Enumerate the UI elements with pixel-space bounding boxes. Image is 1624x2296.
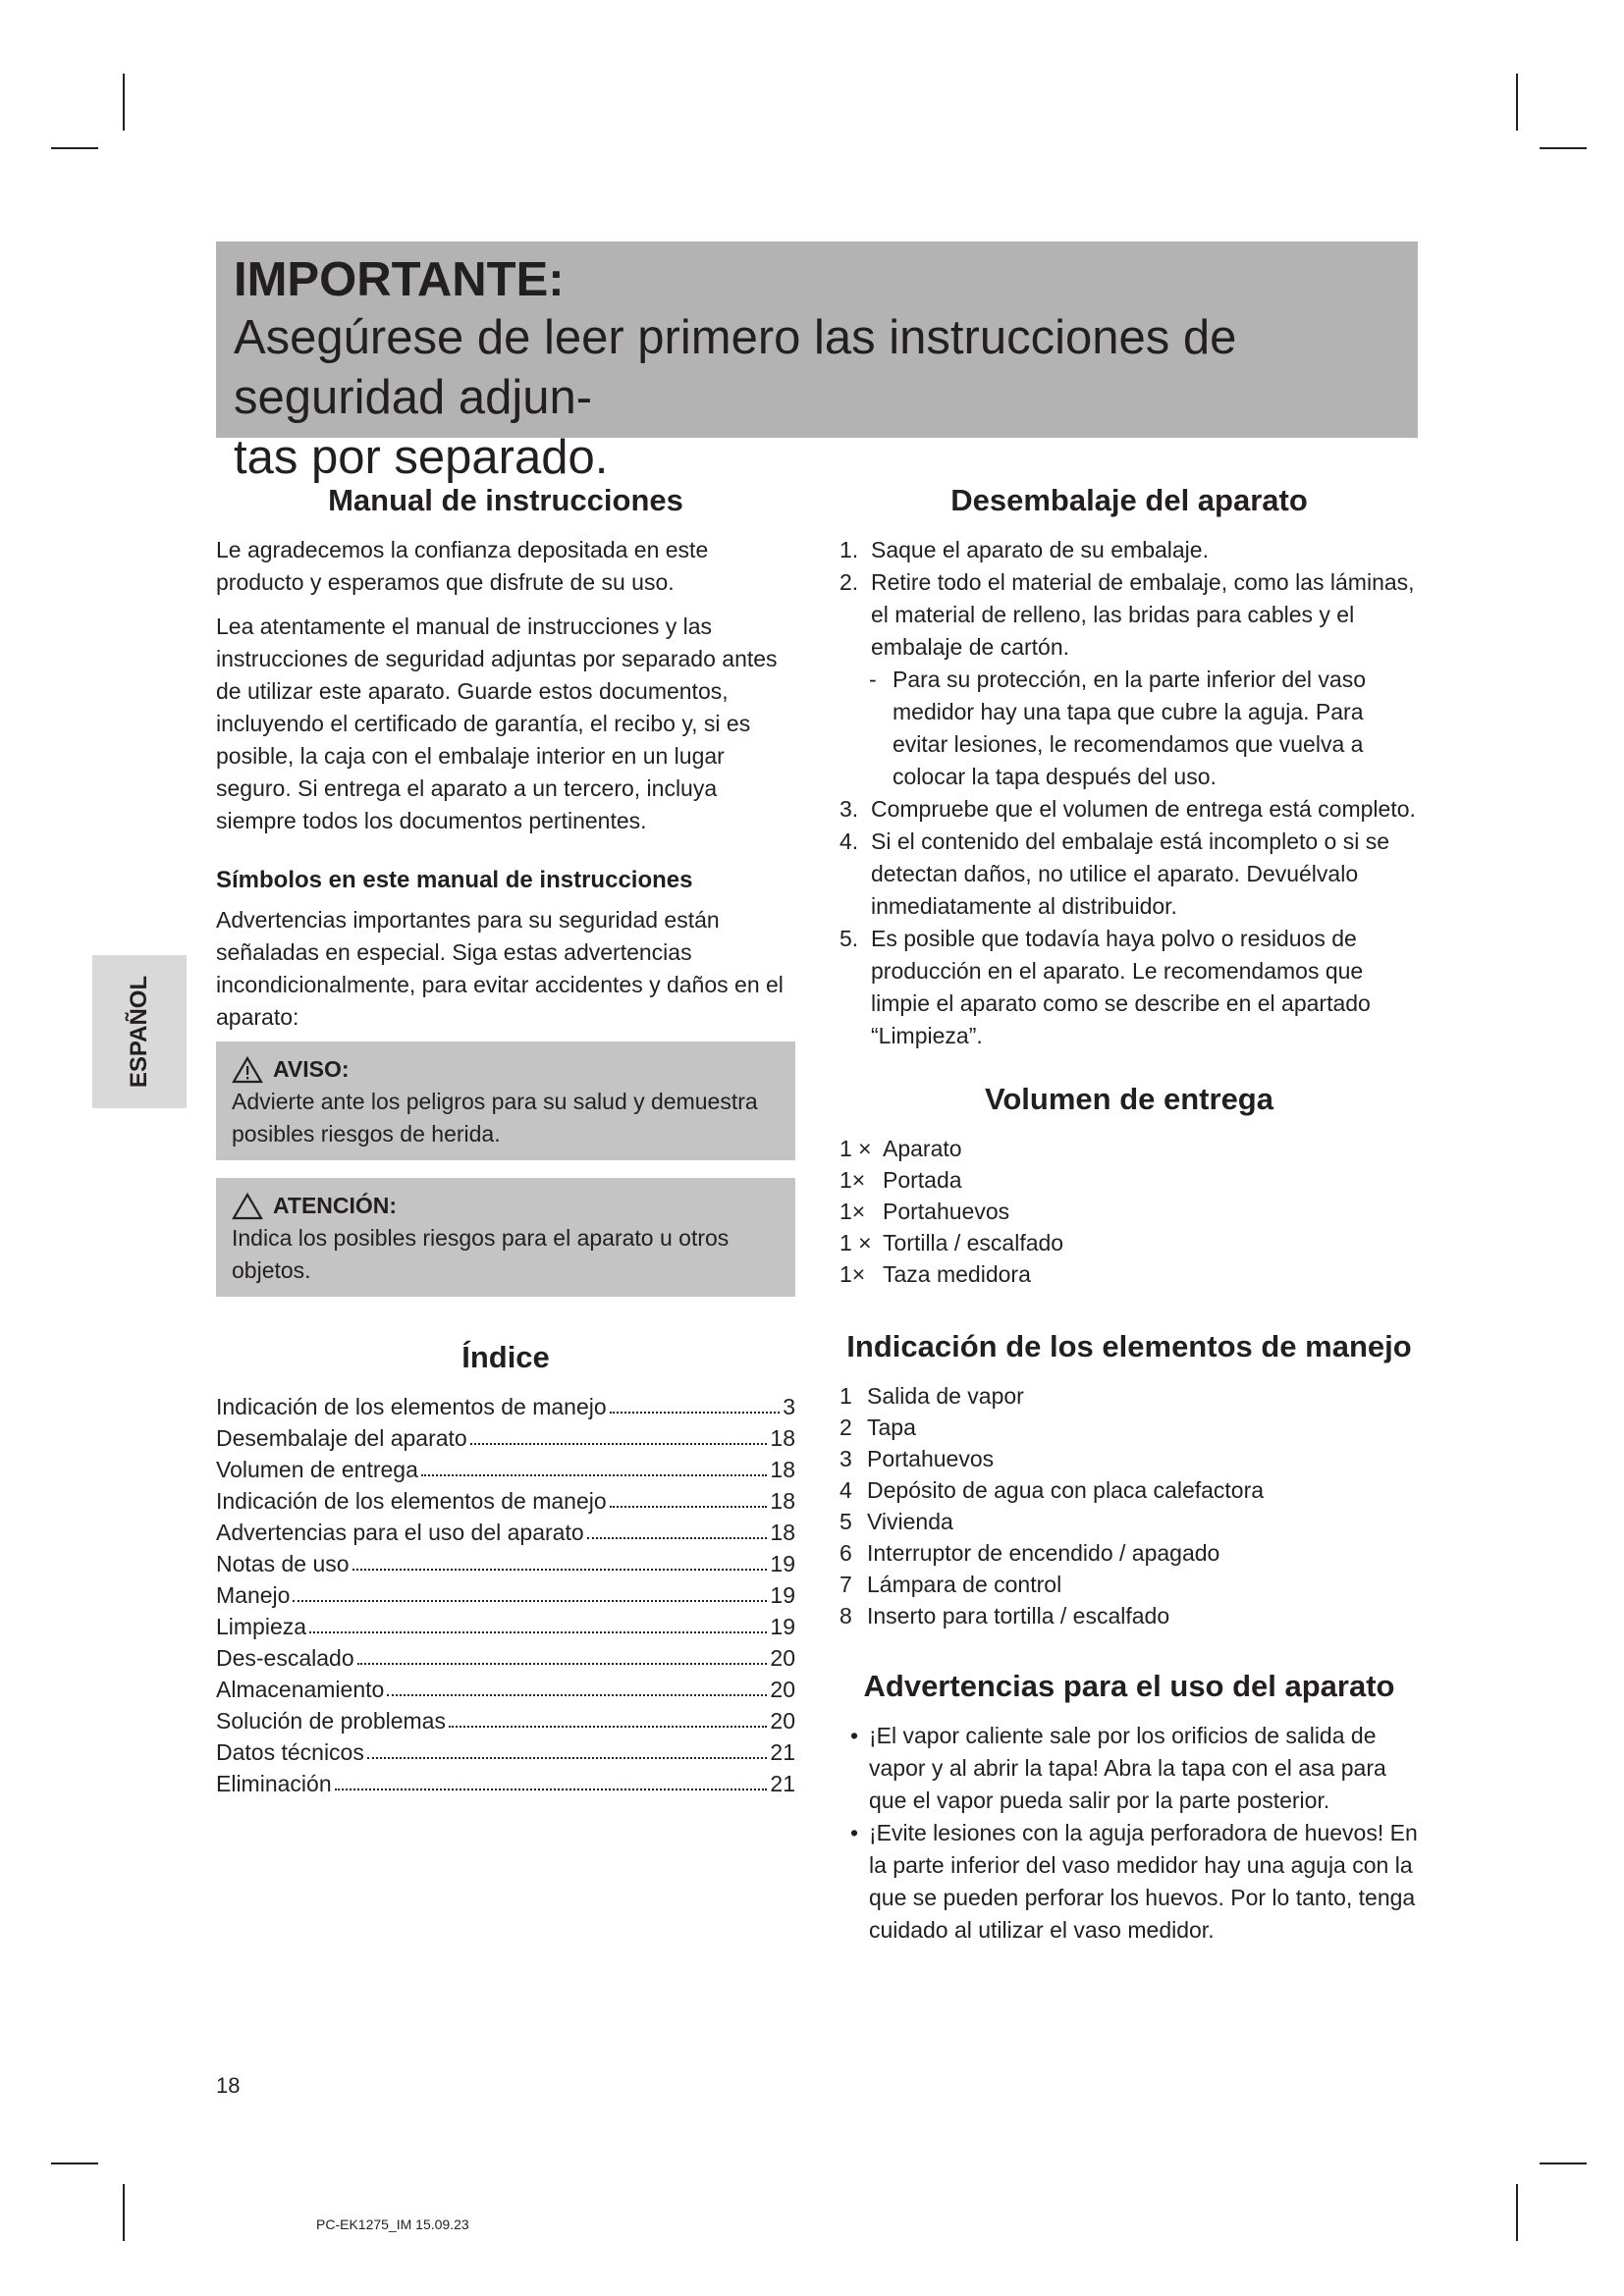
- index-row[interactable]: [216, 1642, 795, 1674]
- symbols-heading: Símbolos en este manual de instrucciones: [216, 867, 693, 893]
- index-row[interactable]: [216, 1548, 795, 1579]
- index-row[interactable]: [216, 1517, 795, 1548]
- delivery-heading: Volumen de entrega: [985, 1082, 1273, 1116]
- language-tab: [92, 955, 187, 1108]
- unpack-steps: [839, 534, 1419, 1052]
- control-item: 8 Inserto para tortilla / escalfado: [839, 1603, 1170, 1629]
- delivery-list: [839, 1133, 1419, 1290]
- index-label: Volumen de entrega: [216, 1457, 418, 1482]
- crop-mark: [1540, 147, 1587, 149]
- crop-mark: [51, 147, 98, 149]
- index-page: 19: [770, 1551, 795, 1576]
- index-row[interactable]: [216, 1611, 795, 1642]
- control-item: 6 Interruptor de encendido / apagado: [839, 1540, 1220, 1566]
- delivery-item: 1 × Tortilla / escalfado: [839, 1230, 1064, 1255]
- control-item: 5 Vivienda: [839, 1509, 953, 1534]
- unpack-step: 1. Saque el aparato de su embalaje.: [839, 537, 1209, 562]
- index-label: Advertencias para el uso del aparato: [216, 1520, 584, 1545]
- index-label: Solución de problemas: [216, 1708, 446, 1734]
- index-row[interactable]: [216, 1705, 795, 1736]
- index-page: 3: [783, 1394, 795, 1419]
- unpack-step: 2. Retire todo el material de embalaje, como las láminas, el material de relleno, las bridas para cables y el embalaje de cartón.: [839, 569, 1415, 660]
- unpack-step: 3. Compruebe que el volumen de entrega está completo.: [839, 796, 1416, 822]
- index-page: 20: [770, 1708, 795, 1734]
- manual-paragraph-1: Le agradecemos la confianza depositada en este producto y esperamos que disfrute de su uso.: [216, 537, 709, 595]
- control-item: 3 Portahuevos: [839, 1446, 995, 1471]
- banner-title: IMPORTANTE:: [234, 253, 565, 306]
- aviso-notice: [216, 1041, 795, 1160]
- atencion-text: Indica los posibles riesgos para el aparato u otros objetos.: [232, 1225, 730, 1283]
- crop-mark: [123, 74, 125, 131]
- delivery-item: 1 × Aparato: [839, 1136, 962, 1161]
- unpack-heading: Desembalaje del aparato: [950, 483, 1308, 517]
- warnings-heading: Advertencias para el uso del aparato: [863, 1669, 1395, 1703]
- index-heading: Índice: [461, 1340, 550, 1374]
- manual-paragraph-2: Lea atentamente el manual de instrucciones y las instrucciones de seguridad adjuntas por separado antes de utilizar este aparato. Guarde estos documentos, incluyendo el certificado de garantía, el recibo y, si es posible, la caja con el embalaje interior en un lugar seguro. Si entrega el aparato a un tercero, incluya siempre todos los documentos pertinentes.: [216, 614, 778, 833]
- symbols-text: Advertencias importantes para su seguridad están señaladas en especial. Siga estas advertencias incondicionalmente, para evitar accidentes y daños en el aparato:: [216, 907, 784, 1030]
- index-label: Desembalaje del aparato: [216, 1425, 467, 1451]
- atencion-title: ATENCIÓN:: [273, 1193, 398, 1218]
- left-column: [216, 481, 795, 1799]
- control-item: 1 Salida de vapor: [839, 1383, 1024, 1409]
- controls-list: [839, 1380, 1419, 1631]
- control-item: 4 Depósito de agua con placa calefactora: [839, 1477, 1265, 1503]
- crop-mark: [51, 2163, 98, 2164]
- index-page: 21: [770, 1739, 795, 1765]
- aviso-text: Advierte ante los peligros para su salud y demuestra posibles riesgos de herida.: [232, 1089, 758, 1147]
- important-banner: [216, 241, 1418, 484]
- index-list: [216, 1391, 795, 1799]
- footer-code: PC-EK1275_IM 15.09.23: [316, 2216, 469, 2232]
- controls-heading: Indicación de los elementos de manejo: [846, 1329, 1412, 1363]
- index-page: 18: [770, 1425, 795, 1451]
- index-page: 18: [770, 1457, 795, 1482]
- index-page: 18: [770, 1488, 795, 1514]
- right-column: [839, 481, 1419, 1947]
- index-page: 19: [770, 1582, 795, 1608]
- index-label: Limpieza: [216, 1614, 307, 1639]
- language-tab-label: ESPAÑOL: [126, 975, 152, 1089]
- index-page: 19: [770, 1614, 795, 1639]
- control-item: 7 Lámpara de control: [839, 1572, 1062, 1597]
- crop-mark: [1516, 2184, 1518, 2241]
- unpack-step-note: - Para su protección, en la parte inferior del vaso medidor hay una tapa que cubre la aguja. Para evitar lesiones, le recomendamos que vuelva a colocar la tapa después del uso.: [869, 667, 1366, 789]
- warning-triangle-icon: [232, 1056, 263, 1084]
- crop-mark: [1540, 2163, 1587, 2164]
- index-label: Eliminación: [216, 1771, 332, 1796]
- index-row[interactable]: [216, 1422, 795, 1454]
- index-label: Notas de uso: [216, 1551, 350, 1576]
- caution-triangle-icon: [232, 1193, 263, 1220]
- index-page: 21: [770, 1771, 795, 1796]
- delivery-item: 1× Portada: [839, 1167, 962, 1193]
- index-page: 20: [770, 1677, 795, 1702]
- banner-line-2: tas por separado.: [234, 431, 609, 484]
- warning-item: • ¡Evite lesiones con la aguja perforadora de huevos! En la parte inferior del vaso medidor hay una aguja con la que se pueden perforar los huevos. Por lo tanto, tenga cuidado al utilizar el vaso medidor.: [849, 1820, 1418, 1943]
- crop-mark: [123, 2184, 125, 2241]
- index-row[interactable]: [216, 1768, 795, 1799]
- crop-mark: [1516, 74, 1518, 131]
- index-label: Manejo: [216, 1582, 291, 1608]
- page-number: 18: [216, 2073, 241, 2098]
- index-label: Des-escalado: [216, 1645, 354, 1671]
- atencion-notice: [216, 1178, 795, 1297]
- aviso-title: AVISO:: [273, 1056, 350, 1082]
- delivery-item: 1× Portahuevos: [839, 1199, 1010, 1224]
- index-label: Datos técnicos: [216, 1739, 364, 1765]
- delivery-item: 1× Taza medidora: [839, 1261, 1031, 1287]
- index-page: 18: [770, 1520, 795, 1545]
- index-row[interactable]: [216, 1454, 795, 1485]
- index-label: Almacenamiento: [216, 1677, 385, 1702]
- index-row[interactable]: [216, 1391, 795, 1422]
- index-row[interactable]: [216, 1485, 795, 1517]
- index-page: 20: [770, 1645, 795, 1671]
- manual-heading: Manual de instrucciones: [328, 483, 683, 517]
- index-row[interactable]: [216, 1674, 795, 1705]
- index-label: Indicación de los elementos de manejo: [216, 1488, 607, 1514]
- index-label: Indicación de los elementos de manejo: [216, 1394, 607, 1419]
- unpack-step: 5. Es posible que todavía haya polvo o residuos de producción en el aparato. Le recomendamos que limpie el aparato como se describe en el apartado “Limpieza”.: [839, 926, 1371, 1048]
- unpack-step: 4. Si el contenido del embalaje está incompleto o si se detectan daños, no utilice el aparato. Devuélvalo inmediatamente al distribuidor.: [839, 828, 1390, 919]
- warning-item: • ¡El vapor caliente sale por los orificios de salida de vapor y al abrir la tapa! Abra la tapa con el asa para que el vapor pueda salir por la parte posterior.: [849, 1723, 1386, 1813]
- index-row[interactable]: [216, 1579, 795, 1611]
- banner-line-1: Asegúrese de leer primero las instrucciones de seguridad adjun-: [234, 311, 1237, 424]
- index-row[interactable]: [216, 1736, 795, 1768]
- warnings-list: [839, 1720, 1419, 1947]
- control-item: 2 Tapa: [839, 1415, 916, 1440]
